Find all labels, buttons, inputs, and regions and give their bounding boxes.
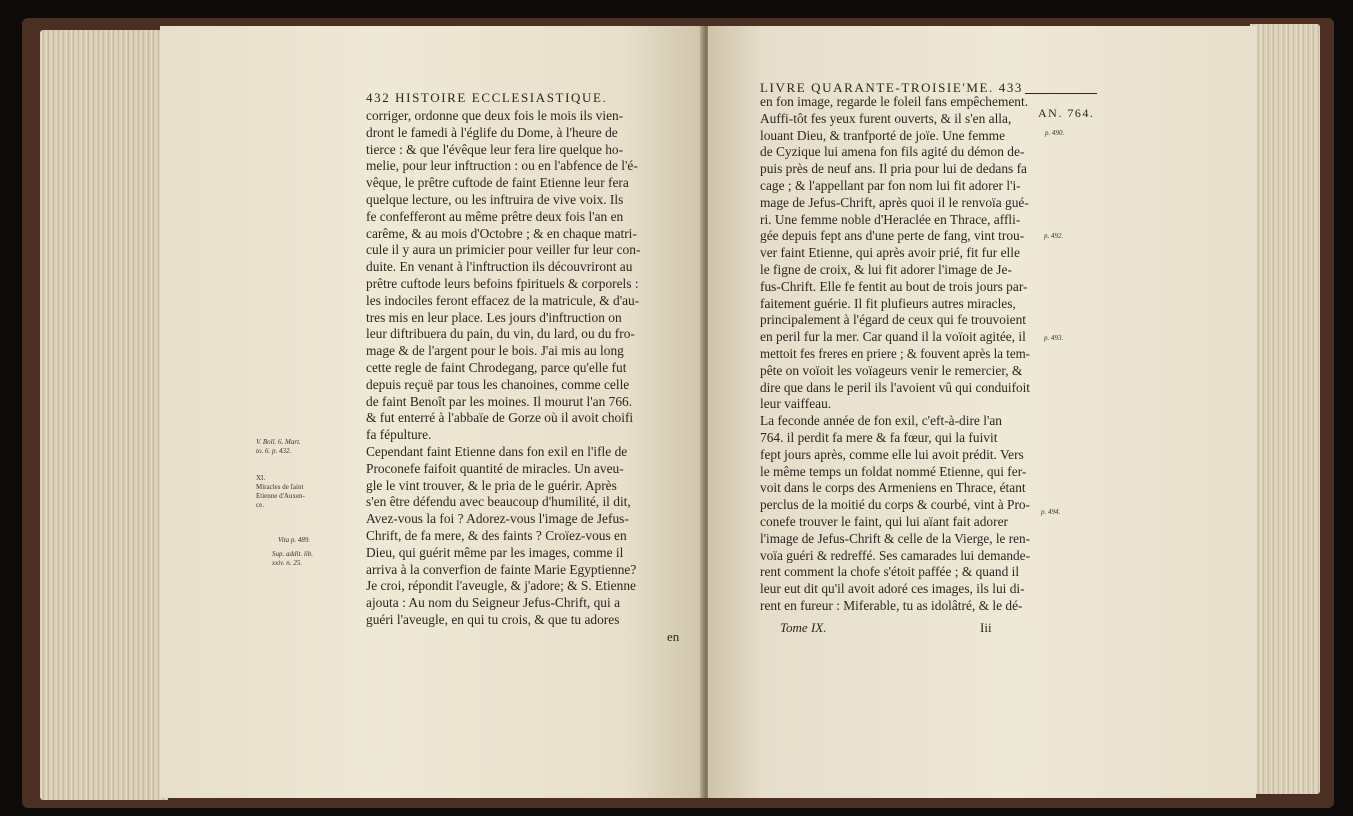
right-body-text [760, 94, 1030, 615]
margin-note-p492 [1044, 232, 1063, 241]
left-line: leur diftribuera du pain, du vin, du lard, ou du fro- [366, 326, 635, 342]
left-line: guéri l'aveugle, en qui tu crois, & que tu adores [366, 611, 620, 627]
left-line: depuis reçuë par tous les chanoines, comme celle [366, 376, 630, 392]
right-line: le même temps un foldat nommé Etienne, qui fer- [760, 463, 1027, 479]
right-line: fus-Chrift. Elle fe fentit au bout de trois jours par- [760, 278, 1028, 294]
left-line: Cependant faint Etienne dans fon exil en l'ifle de [366, 443, 628, 459]
left-line: prêtre cuftode leurs befoins fpirituels & corporels : [366, 275, 639, 291]
right-signature-mark: Iii [980, 620, 992, 635]
right-line: leur eut dit qu'il avoit adoré ces images, ils lui di- [760, 581, 1025, 597]
left-line: Chrift, de fa mere, & des faints ? Croïez-vous en [366, 527, 627, 543]
right-line: pête on voïoit les voïageurs venir le remercier, & [760, 362, 1023, 378]
right-line: principalement à l'égard de ceux qui fe trouvoient [760, 312, 1027, 328]
year-tag: AN. 764. [1038, 106, 1095, 120]
page-edges-right [1250, 24, 1320, 794]
left-line: fa fépulture. [366, 427, 432, 443]
right-line: La feconde année de fon exil, c'eft-à-dire l'an [760, 413, 1002, 429]
margin-note-supplement [272, 550, 313, 568]
right-line: Auffi-tôt fes yeux furent ouverts, & il s'en alla, [760, 110, 1012, 126]
left-running-head: 432 HISTOIRE ECCLESIASTIQUE. [366, 90, 608, 105]
margin-note-line: to. 6. p. 432. [256, 447, 292, 455]
left-line: duite. En venant à l'inftruction ils découvriront au [366, 259, 633, 275]
right-line: puis près de neuf ans. Il pria pour lui de dedans fa [760, 161, 1027, 177]
left-line: carême, & au mois d'Octobre ; & en chaque matri- [366, 225, 637, 241]
left-line: & fut enterré à l'abbaïe de Gorze où il avoit choifi [366, 410, 634, 426]
margin-note-line: Sup. addit. lib. [272, 550, 314, 558]
left-line: tierce : & que l'évêque leur fera lire quelque ho- [366, 141, 624, 157]
left-line: Proconefe faifoit quantité de miracles. Un aveu- [366, 460, 624, 476]
right-line: le figne de croix, & lui fit adorer l'image de Je- [760, 261, 1012, 277]
right-line: rent comment la chofe s'étoit paffée ; & quand il [760, 564, 1020, 580]
margin-note-line: p. 494. [1041, 508, 1061, 516]
right-line: dire que dans le peril ils l'avoient vû qui conduifoit [760, 379, 1030, 395]
margin-note-p493 [1044, 334, 1063, 343]
left-line: dront le famedi à l'églife du Dome, à l'heure de [366, 124, 618, 140]
left-line: les indociles feront effacez de la matricule, & d'au- [366, 292, 640, 308]
right-line: fept jours après, comme elle lui avoit prédit. Vers [760, 446, 1024, 462]
right-line: de Cyzique lui amena fon fils agité du démon de- [760, 144, 1025, 160]
left-line: cule il y aura un primicier pour veiller fur leur con- [366, 242, 641, 258]
margin-note-line: XI. [256, 474, 266, 482]
left-page [160, 26, 704, 798]
left-line: Je croi, répondit l'aveugle, & j'adore; & S. Etienne [366, 578, 636, 594]
left-line: tres mis en leur place. Les jours d'inftruction on [366, 309, 622, 325]
right-line: rent en fureur : Miferable, tu as idolâtré, & le dé- [760, 597, 1023, 613]
left-line: Avez-vous la foi ? Adorez-vous l'image de Jefus- [366, 511, 629, 527]
right-line: ver faint Etienne, qui après avoir prié, fit fur elle [760, 245, 1020, 261]
right-line: louant Dieu, & tranfporté de joïe. Une femme [760, 127, 1006, 143]
left-line: corriger, ordonne que deux fois le mois ils vien- [366, 108, 624, 123]
right-running-head: LIVRE QUARANTE-TROISIE'ME. 433 [760, 80, 1024, 95]
margin-note-line: p. 492. [1044, 232, 1064, 240]
right-line: voit dans le corps des Armeniens en Thrace, étant [760, 480, 1026, 496]
left-line: melie, pour leur inftruction : ou en l'abfence de l'é- [366, 158, 638, 174]
page-edges-left [40, 30, 168, 800]
right-line: en peril fur la mer. Car quand il la voïoit agitée, il [760, 329, 1026, 345]
left-line: arriva à la converfion de fainte Marie Egyptienne? [366, 561, 637, 577]
right-line: faitement guérie. Il fit plufieurs autres miracles, [760, 295, 1016, 311]
margin-note-line: ce. [256, 501, 264, 509]
right-line: mettoit fes freres en priere ; & fouvent après la tem- [760, 345, 1030, 361]
margin-note-p494 [1041, 508, 1060, 517]
right-volume-label: Tome IX. [780, 620, 827, 635]
margin-note-p490 [1045, 129, 1064, 138]
left-line: ajouta : Au nom du Seigneur Jefus-Chrift, qui a [366, 595, 621, 611]
margin-note-line: p. 493. [1044, 334, 1064, 342]
right-line: ri. Une femme noble d'Heraclée en Thrace, affli- [760, 211, 1021, 227]
right-line: gée depuis fept ans d'une perte de fang, vint trou- [760, 228, 1025, 244]
margin-note-line: xxiv. n. 25. [272, 559, 302, 567]
left-catchword: en [667, 629, 680, 644]
left-body-text [366, 108, 694, 629]
right-line: conefe trouver le faint, qui lui aïant fait adorer [760, 513, 1008, 529]
right-line: cage ; & l'appellant par fon nom lui fit adorer l'i- [760, 177, 1021, 193]
margin-note-line: p. 490. [1045, 129, 1065, 137]
margin-note-vita [278, 536, 310, 545]
margin-note-line: Miracles de faint [256, 483, 304, 491]
left-line: Dieu, qui guérit même par les images, comme il [366, 544, 624, 560]
margin-note-bollandists [256, 438, 301, 456]
left-line: gle le vint trouver, & le pria de le guérir. Après [366, 477, 617, 493]
margin-note-line: V. Boll. 6. Mart. [256, 438, 301, 446]
left-line: s'en être défendu avec beaucoup d'humilité, il dit, [366, 494, 631, 510]
right-line: l'image de Jefus-Chrift & celle de la Vierge, le ren- [760, 530, 1030, 546]
right-line: en fon image, regarde le foleil fans empêchement. [760, 94, 1029, 109]
left-line: quelque lecture, ou les inftruira de vive voix. Ils [366, 191, 624, 207]
right-line: voïa guéri & redreffé. Ses camarades lui demande- [760, 547, 1030, 563]
margin-note-section-xi [256, 474, 305, 510]
right-line: mage de Jefus-Chrift, après quoi il le renvoïa gué- [760, 194, 1029, 210]
right-page [708, 26, 1256, 798]
left-line: cette regle de faint Chrodegang, parce qu'elle fut [366, 359, 627, 375]
margin-note-line: Vita p. 489. [278, 536, 311, 544]
right-line: perclus de la moitié du corps & courbé, vint à Pro- [760, 497, 1030, 513]
left-line: vêque, le prêtre cuftode de faint Etienne leur fera [366, 175, 629, 191]
left-line: fe confefferont au même prêtre deux fois l'an en [366, 208, 624, 224]
margin-note-line: Etienne d'Auxen- [256, 492, 305, 500]
year-rule [1025, 93, 1097, 94]
left-line: de faint Benoît par les moines. Il mourut l'an 766. [366, 393, 633, 409]
left-line: mage & de l'argent pour le bois. J'ai mis au long [366, 343, 624, 359]
right-line: leur vaiffeau. [760, 396, 832, 412]
right-line: 764. il perdit fa mere & fa fœur, qui la fuivit [760, 429, 998, 445]
